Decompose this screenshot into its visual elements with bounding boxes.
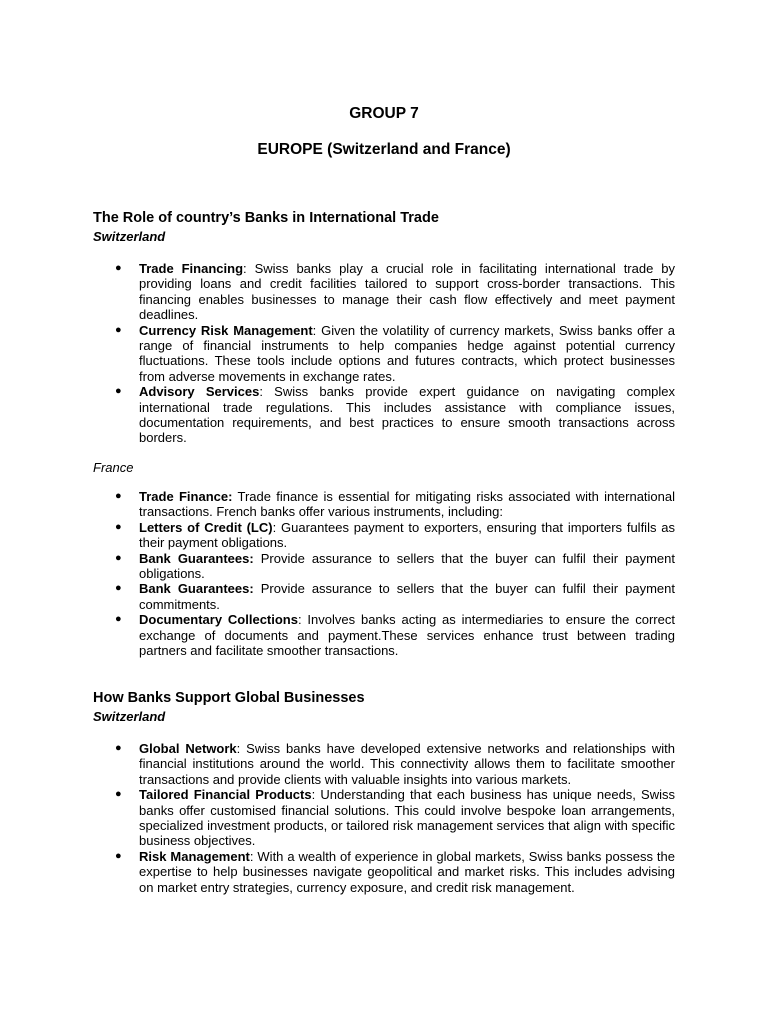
list-item: [113, 581, 675, 612]
bullet-icon: ●: [115, 551, 122, 564]
country-label-switzerland: Switzerland: [93, 229, 166, 244]
country-label-france: France: [93, 460, 134, 475]
item-text: Provide assurance to sellers that the buyer can fulfil their payment obligations.: [139, 550, 675, 582]
item-term: Trade Financing: [139, 261, 244, 276]
bullet-icon: ●: [115, 323, 122, 336]
item-term: Letters of Credit (LC): [139, 519, 273, 535]
item-text: : Given the volatility of currency markets, Swiss banks offer a range of financial instruments to help companies hedge against potential currency fluctuations. These tools include options and futures contracts, which protect businesses from adverse movements in exchange rates.: [139, 322, 675, 384]
bullet-icon: ●: [115, 520, 122, 533]
france-trade-list: [113, 489, 675, 658]
section-heading-role-of-banks: The Role of country’s Banks in International Trade: [93, 210, 439, 226]
bullet-icon: ●: [115, 262, 122, 274]
item-text: : Involves banks acting as intermediaries to ensure the correct exchange of documents and payment.These services enhance trust between trading partners and facilitate smoother transactions.: [139, 612, 675, 659]
group-title: GROUP 7: [349, 105, 419, 122]
item-term: Bank Guarantees:: [139, 581, 254, 597]
list-item: [113, 520, 675, 551]
item-term: Risk Management: [139, 848, 250, 864]
list-item: [113, 787, 675, 849]
item-text: Provide assurance to sellers that the buyer can fulfil their payment commitments.: [139, 581, 675, 612]
bullet-icon: ●: [115, 385, 122, 398]
section-heading-global-businesses: How Banks Support Global Businesses: [93, 690, 365, 706]
list-item: [113, 261, 675, 323]
item-term: Global Network: [139, 741, 237, 756]
list-item: [113, 489, 675, 520]
item-text: : With a wealth of experience in global markets, Swiss banks possess the expertise to help businesses navigate geopolitical and market risks. This includes advising on market entry strategies, currency exposure, and credit risk management.: [139, 848, 675, 895]
item-term: Tailored Financial Products: [139, 787, 312, 803]
bullet-icon: ●: [115, 788, 122, 801]
bullet-icon: ●: [115, 582, 122, 595]
item-text: : Swiss banks have developed extensive networks and relationships with financial institutions around the world. This connectivity allows them to facilitate smoother transactions and provide clients with valuable insights into various markets.: [139, 741, 675, 787]
item-term: Bank Guarantees:: [139, 550, 254, 566]
item-term: Documentary Collections: [139, 612, 298, 628]
switzerland-trade-list: [113, 261, 675, 446]
country-label-switzerland-2: Switzerland: [93, 709, 166, 724]
item-text: : Guarantees payment to exporters, ensuring that importers fulfils as their payment obligations.: [139, 519, 675, 551]
bullet-icon: ●: [115, 490, 122, 502]
region-title: EUROPE (Switzerland and France): [257, 141, 511, 158]
bullet-icon: ●: [115, 742, 122, 754]
list-item: [113, 741, 675, 787]
list-item: [113, 323, 675, 385]
item-text: Trade finance is essential for mitigating risks associated with international transactions. French banks offer various instruments, including:: [139, 489, 675, 520]
item-term: Trade Finance:: [139, 489, 233, 504]
list-item: [113, 612, 675, 658]
item-term: Currency Risk Management: [139, 322, 313, 338]
item-text: : Swiss banks play a crucial role in facilitating international trade by providing loans and credit facilities tailored to support cross-border transactions. This financing enables businesses to manage their cash flow effectively and meet payment deadlines.: [139, 261, 675, 323]
item-text: : Understanding that each business has unique needs, Swiss banks offer customised financial solutions. This could involve bespoke loan arrangements, specialized investment products, or tailored risk management services that align with specific business objectives.: [139, 787, 676, 849]
switzerland-support-list: [113, 741, 675, 895]
list-item: [113, 551, 675, 582]
bullet-icon: ●: [115, 849, 122, 862]
list-item: [113, 849, 675, 895]
item-text: : Swiss banks provide expert guidance on navigating complex international trade regulations. This includes assistance with compliance issues, documentation requirements, and best practices to ensure smooth transactions across borders.: [139, 384, 675, 446]
item-term: Advisory Services: [139, 384, 260, 400]
bullet-icon: ●: [115, 613, 122, 626]
list-item: [113, 384, 675, 446]
